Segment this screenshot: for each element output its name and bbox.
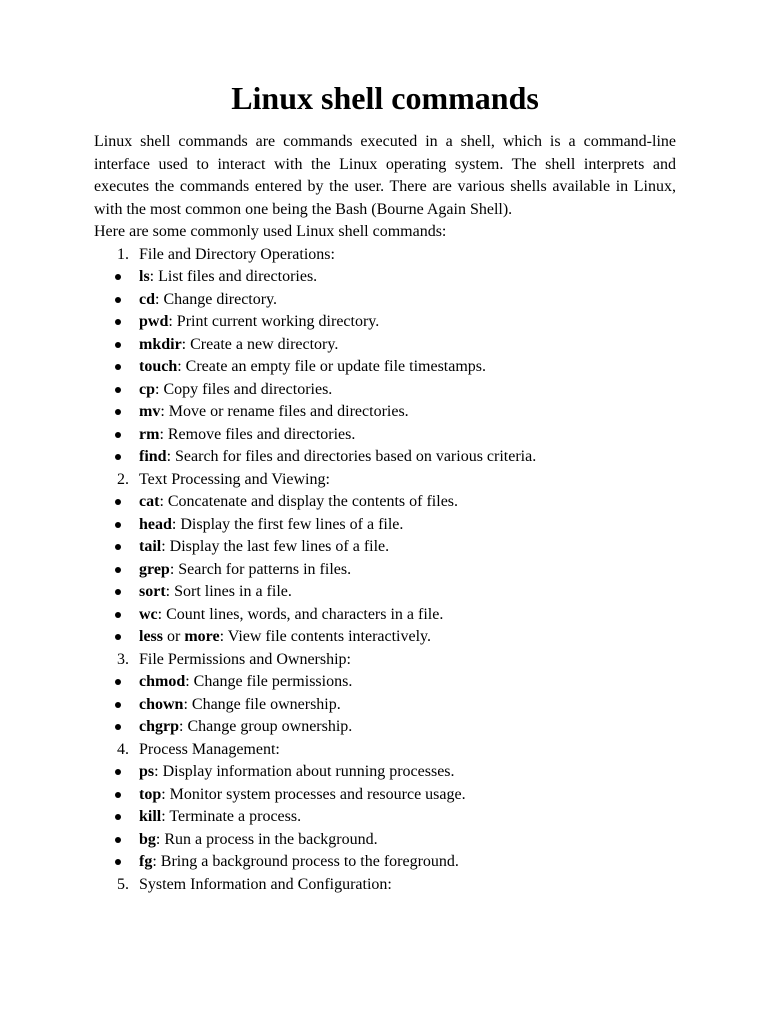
bullet-icon [115, 567, 121, 573]
bullet-icon [115, 274, 121, 280]
command-list-item [94, 761, 676, 784]
bullet-icon [115, 454, 121, 460]
command-list-item [94, 851, 676, 874]
command-description: : Count lines, words, and characters in a file. [157, 605, 444, 623]
command-description: : Copy files and directories. [155, 380, 333, 398]
command-name: fg [139, 853, 153, 870]
document-page [94, 80, 676, 896]
command-name: ps [139, 763, 155, 780]
section-heading: File and Directory Operations: [139, 245, 335, 263]
command-name: pwd [139, 313, 169, 330]
command-name: mv [139, 403, 161, 420]
command-list-item [94, 671, 676, 694]
command-name: wc [139, 605, 158, 623]
bullet-icon [115, 342, 121, 348]
command-list-item [94, 806, 676, 829]
intro-paragraph: Linux shell commands are commands executed in a shell, which is a command-line interface used to interact with the Linux operating system. The shell interprets and executes the commands entered by the user. There are various shells available in Linux, with the most common one being the Bash (Bourne Again Shell). [94, 133, 676, 218]
command-description: : Move or rename files and directories. [160, 403, 409, 420]
bullet-icon [115, 522, 121, 528]
command-description: : List files and directories. [149, 268, 318, 285]
bullet-icon [115, 387, 121, 393]
command-name: cp [139, 380, 155, 398]
command-description: : Run a process in the background. [155, 830, 378, 848]
command-list-item [94, 266, 676, 289]
bullet-icon [115, 814, 121, 820]
command-description: : Bring a background process to the foreground. [152, 853, 459, 870]
bullet-icon [115, 859, 121, 865]
bullet-icon [115, 297, 121, 303]
command-description: : Print current working directory. [168, 313, 380, 330]
command-name: tail [139, 538, 162, 555]
command-description: : Display the first few lines of a file. [171, 515, 404, 533]
bullet-icon [115, 702, 121, 708]
command-description: : Sort lines in a file. [165, 583, 292, 600]
bullet-icon [115, 769, 121, 775]
command-name: kill [139, 808, 162, 825]
command-name: sort [139, 583, 166, 600]
command-description: : Search for patterns in files. [169, 560, 352, 578]
section-heading-item [94, 874, 676, 897]
command-description: : Change group ownership. [179, 718, 353, 735]
bullet-icon [115, 589, 121, 595]
command-name: rm [139, 425, 160, 443]
command-description: : Change directory. [155, 290, 278, 308]
list-number: 3. [117, 650, 129, 668]
command-name: bg [139, 830, 156, 848]
command-list-item [94, 784, 676, 807]
command-description: : Remove files and directories. [159, 425, 356, 443]
bullet-icon [115, 319, 121, 325]
command-description: : Change file ownership. [183, 695, 341, 713]
bullet-icon [115, 679, 121, 685]
command-list-item [94, 379, 676, 402]
bullet-icon [115, 364, 121, 370]
command-list-item [94, 559, 676, 582]
command-name: chgrp [139, 718, 179, 735]
section-heading-item [94, 244, 676, 267]
command-list-item [94, 694, 676, 717]
command-list-item [94, 289, 676, 312]
bullet-icon [115, 432, 121, 438]
bullet-icon [115, 409, 121, 415]
command-name: mkdir [139, 335, 182, 353]
command-list-item [94, 514, 676, 537]
command-name: head [139, 515, 172, 533]
command-list-item [94, 626, 676, 649]
command-list [94, 244, 676, 897]
command-description: : Search for files and directories based on various criteria. [166, 448, 537, 465]
list-number: 1. [117, 245, 129, 263]
section-heading: File Permissions and Ownership: [139, 650, 351, 668]
command-list-item [94, 716, 676, 739]
command-list-item [94, 604, 676, 627]
bullet-icon [115, 634, 121, 640]
bullet-icon [115, 612, 121, 618]
command-description: : Create an empty file or update file timestamps. [177, 358, 487, 375]
command-list-item [94, 356, 676, 379]
bullet-icon [115, 724, 121, 730]
command-description: : Concatenate and display the contents of files. [159, 493, 459, 510]
section-heading-item [94, 739, 676, 762]
command-description: : View file contents interactively. [219, 628, 431, 645]
bullet-icon [115, 499, 121, 505]
command-list-item [94, 401, 676, 424]
section-heading: Process Management: [139, 740, 280, 758]
command-name: chown [139, 695, 184, 713]
command-name: touch [139, 358, 178, 375]
bullet-icon [115, 792, 121, 798]
command-list-item [94, 536, 676, 559]
command-description: : Change file permissions. [185, 673, 353, 690]
command-list-item [94, 446, 676, 469]
command-name: ls [139, 268, 150, 285]
command-name: grep [139, 560, 170, 578]
command-name: find [139, 448, 167, 465]
list-number: 2. [117, 470, 129, 488]
command-description: : Display information about running processes. [154, 763, 455, 780]
command-name: less [139, 628, 163, 645]
command-list-item [94, 424, 676, 447]
bullet-icon [115, 544, 121, 550]
lead-sentence: Here are some commonly used Linux shell commands: [94, 223, 447, 240]
command-name: cat [139, 493, 160, 510]
command-description: : Create a new directory. [181, 335, 339, 353]
command-description: : Display the last few lines of a file. [161, 538, 390, 555]
command-list-item [94, 334, 676, 357]
list-number: 5. [117, 875, 129, 893]
command-list-item [94, 491, 676, 514]
command-name: cd [139, 290, 155, 308]
command-list-item [94, 581, 676, 604]
command-description: : Monitor system processes and resource usage. [161, 785, 466, 803]
command-connector: or [163, 628, 185, 645]
section-heading-item [94, 469, 676, 492]
list-number: 4. [117, 740, 129, 758]
section-heading-item [94, 649, 676, 672]
section-heading: Text Processing and Viewing: [139, 470, 330, 488]
command-list-item [94, 311, 676, 334]
command-name: more [184, 628, 220, 645]
bullet-icon [115, 837, 121, 843]
command-name: top [139, 785, 162, 803]
section-heading: System Information and Configuration: [139, 875, 392, 893]
command-list-item [94, 829, 676, 852]
page-title: Linux shell commands [231, 80, 539, 116]
command-name: chmod [139, 673, 186, 690]
command-description: : Terminate a process. [161, 808, 302, 825]
